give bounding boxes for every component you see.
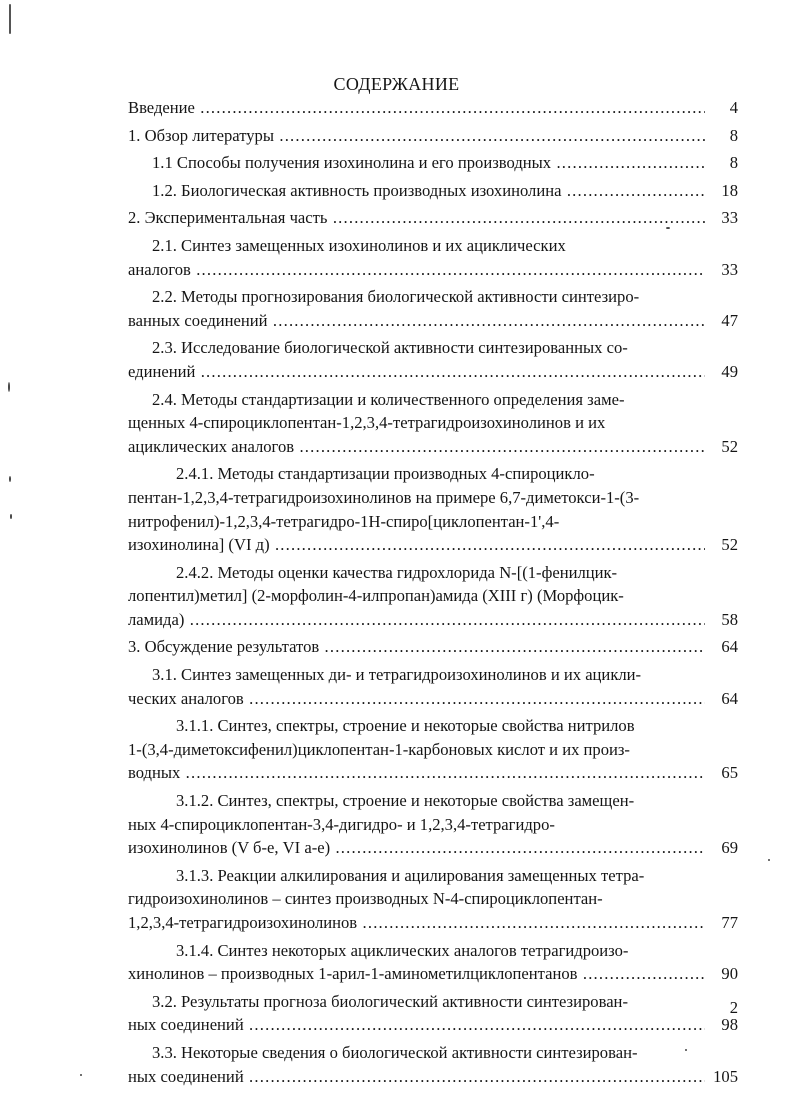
toc-entry-title (128, 96, 705, 120)
toc-entry-line: ных 4-спироциклопентан-3,4-дигидро- и 1,2,3,4-тетрагидро- (128, 814, 555, 834)
scan-mark (666, 227, 670, 229)
toc-entry-line: 1-(3,4-диметоксифенил)циклопентан-1-карбоновых кислот и их произ- (128, 739, 630, 759)
toc-entry-line: 2.2. Методы прогнозирования биологической активности синтезиро- (152, 287, 640, 307)
toc-entry-line: 3.1.2. Синтез, спектры, строение и некоторые свойства замещен- (176, 791, 635, 811)
toc-entry[interactable] (0, 96, 793, 120)
toc-entry-line: 1.1 Способы получения изохинолина и его производных ..... (152, 151, 705, 175)
toc-entry[interactable] (0, 206, 793, 230)
toc-entry[interactable] (0, 990, 793, 1037)
toc-entry-line: ных соединений ..... (128, 1013, 705, 1037)
toc-page-number: 52 (721, 535, 738, 555)
page-title: СОДЕРЖАНИЕ (333, 74, 460, 94)
toc-page-number: 105 (713, 1066, 738, 1086)
toc-entry-line: щенных 4-спироциклопентан-1,2,3,4-тетрагидроизохинолинов и их (128, 413, 606, 433)
toc-entry-line: 2.4.1. Методы стандартизации производных 4-спироцикло- (176, 464, 595, 484)
toc-entry-line: ванных соединений ..... (128, 309, 705, 333)
toc-entry-title (128, 789, 705, 860)
toc-entry[interactable] (0, 561, 793, 632)
toc-page-number: 49 (721, 361, 738, 381)
toc-entry[interactable] (0, 388, 793, 459)
toc-entry-line: хинолинов – производных 1-арил-1-аминометилциклопентанов ..... (128, 962, 705, 986)
toc-entry[interactable] (0, 635, 793, 659)
scan-mark (80, 1074, 82, 1076)
toc-entry[interactable] (0, 939, 793, 986)
scan-mark (685, 1049, 687, 1051)
toc-page-number: 8 (729, 153, 738, 173)
toc-entry[interactable] (0, 789, 793, 860)
toc-entry-title (128, 206, 705, 230)
toc-page-number: 98 (721, 1015, 738, 1035)
toc-entry-line: Введение ..... (128, 96, 705, 120)
toc-entry-line: гидроизохинолинов – синтез производных N-4-спироциклопентан- (128, 889, 603, 909)
toc-entry-line: ламида) ..... (128, 608, 705, 632)
toc-page-number: 58 (721, 609, 738, 629)
table-of-contents (0, 96, 793, 1088)
scan-mark (10, 514, 12, 519)
toc-page-number: 8 (729, 125, 738, 145)
toc-entry-title (128, 864, 705, 935)
toc-entry-title (128, 234, 705, 281)
toc-entry-line: 1,2,3,4-тетрагидроизохинолинов ..... (128, 911, 705, 935)
toc-entry[interactable] (0, 336, 793, 383)
toc-page-number: 18 (721, 180, 738, 200)
toc-entry-line: ациклических аналогов ..... (128, 435, 705, 459)
toc-entry-line: 2. Экспериментальная часть ..... (128, 206, 705, 230)
toc-entry-line: 3.2. Результаты прогноза биологический активности синтезирован- (152, 991, 628, 1011)
toc-entry[interactable] (0, 462, 793, 556)
toc-entry-title (128, 462, 705, 556)
toc-entry-line: 2.3. Исследование биологической активности синтезированных со- (152, 338, 628, 358)
toc-page-number: 33 (721, 259, 738, 279)
toc-entry-line: ческих аналогов ..... (128, 687, 705, 711)
scan-mark (768, 859, 770, 861)
toc-entry-line: 3.1.4. Синтез некоторых ациклических аналогов тетрагидроизо- (176, 940, 629, 960)
toc-entry-title (128, 124, 705, 148)
toc-page-number: 77 (721, 913, 738, 932)
toc-page-number: 52 (721, 436, 738, 456)
toc-entry[interactable] (0, 234, 793, 281)
toc-entry-title (128, 561, 705, 632)
toc-entry-line: 2.4. Методы стандартизации и количественного определения заме- (152, 389, 625, 409)
scan-mark (9, 4, 11, 34)
toc-entry-line: 3.1.1. Синтез, спектры, строение и некоторые свойства нитрилов (176, 716, 635, 736)
toc-entry-line: 3.3. Некоторые сведения о биологической активности синтезирован- (152, 1042, 638, 1062)
toc-entry[interactable] (0, 864, 793, 935)
toc-entry-title (128, 663, 705, 710)
toc-entry-line: 2.4.2. Методы оценки качества гидрохлорида N-[(1-фенилцик- (176, 562, 618, 582)
toc-entry-line: 2.1. Синтез замещенных изохинолинов и их ациклических (152, 235, 566, 255)
toc-entry-title (128, 1041, 705, 1088)
toc-entry-title (128, 388, 705, 459)
toc-entry-line: лопентил)метил] (2-морфолин-4-илпропан)амида (XIII г) (Морфоцик- (128, 586, 624, 606)
scan-mark (9, 476, 11, 482)
toc-entry-title (128, 285, 705, 332)
toc-entry[interactable] (0, 1041, 793, 1088)
sheet-number: 2 (729, 998, 738, 1017)
toc-entry-title (128, 635, 705, 659)
toc-entry-title (128, 939, 705, 986)
toc-entry-title (152, 179, 705, 203)
toc-entry-title (128, 990, 705, 1037)
scan-mark (8, 382, 10, 392)
toc-entry-title (152, 151, 705, 175)
toc-entry-line: 3.1. Синтез замещенных ди- и тетрагидроизохинолинов и их ацикли- (152, 665, 642, 685)
toc-entry-line: изохинолинов (V б-е, VI а-е) ..... (128, 836, 705, 860)
toc-entry-line: ных соединений ..... (128, 1065, 705, 1089)
toc-entry-line: водных ..... (128, 761, 705, 785)
toc-entry[interactable] (0, 285, 793, 332)
toc-entry-line: 1.2. Биологическая активность производных изохинолина ..... (152, 179, 705, 203)
toc-page-number: 47 (721, 310, 738, 330)
toc-entry[interactable] (0, 151, 793, 175)
toc-page-number: 33 (721, 208, 738, 228)
toc-entry-line: нитрофенил)-1,2,3,4-тетрагидро-1H-спиро[циклопентан-1',4- (128, 511, 560, 531)
toc-entry[interactable] (0, 714, 793, 785)
toc-entry-line: 3. Обсуждение результатов ..... (128, 635, 705, 659)
toc-page-number: 90 (721, 964, 738, 984)
toc-entry-line: 1. Обзор литературы ..... (128, 124, 705, 148)
toc-entry[interactable] (0, 124, 793, 148)
toc-entry-line: 3.1.3. Реакции алкилирования и ацилирования замещенных тетра- (176, 865, 645, 885)
toc-entry[interactable] (0, 179, 793, 203)
toc-entry-title (128, 336, 705, 383)
toc-entry[interactable] (0, 663, 793, 710)
toc-page-number: 69 (721, 838, 738, 858)
toc-entry-line: аналогов ..... (128, 258, 705, 282)
toc-page-number: 65 (721, 763, 738, 783)
toc-page-number: 64 (721, 688, 738, 708)
toc-entry-line: пентан-1,2,3,4-тетрагидроизохинолинов на примере 6,7-диметокси-1-(3- (128, 487, 640, 507)
toc-page-number: 64 (721, 637, 738, 657)
toc-entry-line: изохинолина] (VI д) ..... (128, 533, 705, 557)
toc-entry-line: единений ..... (128, 360, 705, 384)
toc-entry-title (128, 714, 705, 785)
toc-page-number: 4 (729, 98, 738, 117)
